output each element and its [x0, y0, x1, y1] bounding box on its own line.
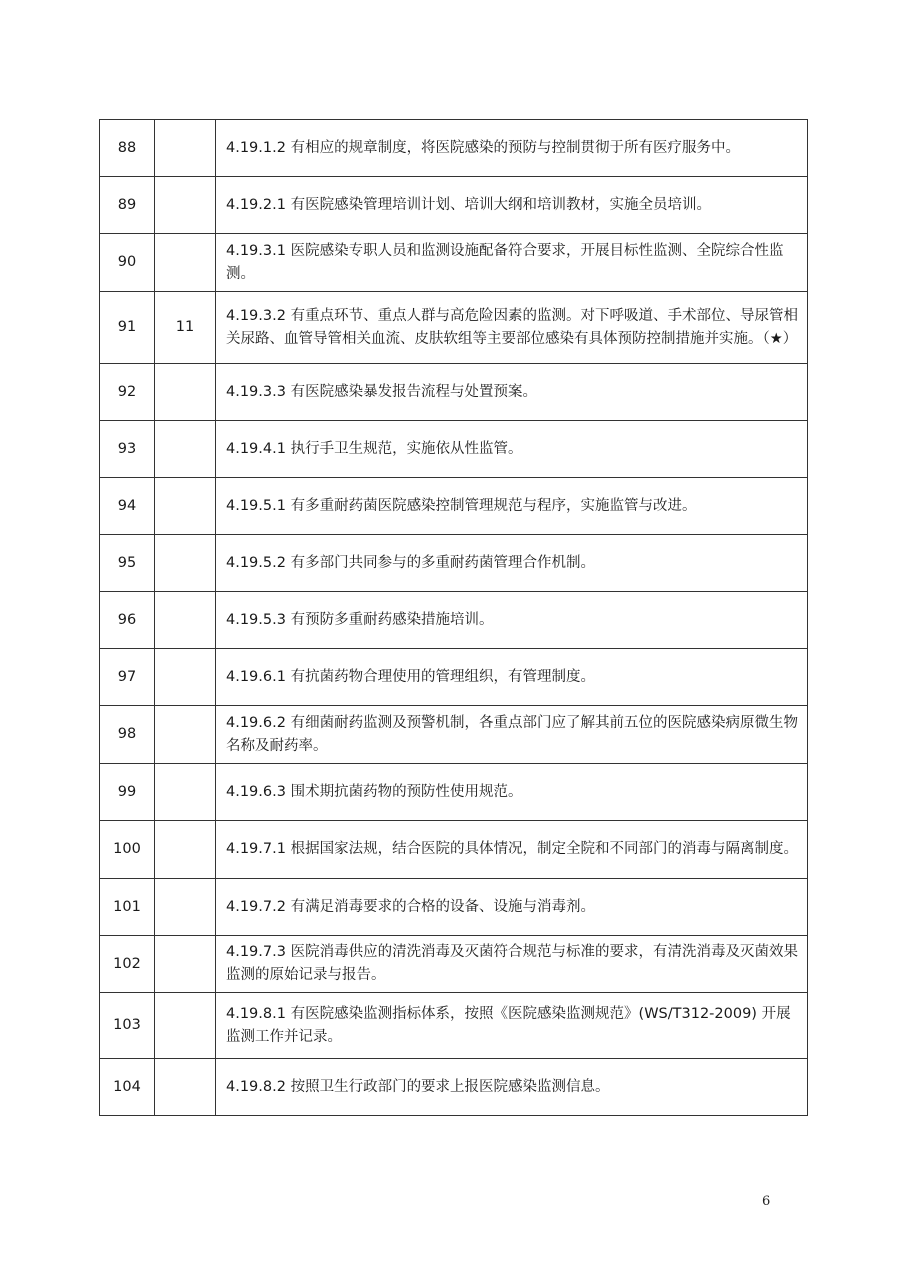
row-number: 103	[100, 993, 155, 1059]
table-row	[100, 821, 808, 879]
standard-text: 4.19.5.2 有多部门共同参与的多重耐药菌管理合作机制。	[216, 535, 808, 592]
standard-text: 4.19.7.3 医院消毒供应的清洗消毒及灭菌符合规范与标准的要求，有清洗消毒及灭菌效果监测的原始记录与报告。	[216, 936, 808, 993]
table-row	[100, 1059, 808, 1116]
row-number: 100	[100, 821, 155, 879]
group-cell	[155, 177, 216, 234]
group-cell	[155, 764, 216, 821]
group-cell	[155, 120, 216, 177]
row-number: 97	[100, 649, 155, 706]
table-row	[100, 706, 808, 764]
standards-table	[99, 119, 808, 1116]
row-number: 93	[100, 421, 155, 478]
standard-text: 4.19.6.3 围术期抗菌药物的预防性使用规范。	[216, 764, 808, 821]
group-cell	[155, 234, 216, 292]
group-cell	[155, 936, 216, 993]
row-number: 102	[100, 936, 155, 993]
table-row	[100, 764, 808, 821]
row-number: 88	[100, 120, 155, 177]
standards-table-body	[100, 120, 808, 1116]
row-number: 95	[100, 535, 155, 592]
standard-text: 4.19.2.1 有医院感染管理培训计划、培训大纲和培训教材，实施全员培训。	[216, 177, 808, 234]
group-cell	[155, 364, 216, 421]
standard-text: 4.19.5.3 有预防多重耐药感染措施培训。	[216, 592, 808, 649]
row-number: 91	[100, 292, 155, 364]
row-number: 94	[100, 478, 155, 535]
row-number: 96	[100, 592, 155, 649]
row-number: 90	[100, 234, 155, 292]
table-row	[100, 993, 808, 1059]
group-cell	[155, 1059, 216, 1116]
standard-text: 4.19.3.3 有医院感染暴发报告流程与处置预案。	[216, 364, 808, 421]
group-cell	[155, 535, 216, 592]
row-number: 104	[100, 1059, 155, 1116]
standard-text: 4.19.6.1 有抗菌药物合理使用的管理组织，有管理制度。	[216, 649, 808, 706]
group-cell	[155, 821, 216, 879]
row-number: 89	[100, 177, 155, 234]
standard-text: 4.19.7.1 根据国家法规，结合医院的具体情况，制定全院和不同部门的消毒与隔离制度。	[216, 821, 808, 879]
table-row	[100, 234, 808, 292]
table-row	[100, 879, 808, 936]
standard-text: 4.19.6.2 有细菌耐药监测及预警机制，各重点部门应了解其前五位的医院感染病原微生物名称及耐药率。	[216, 706, 808, 764]
table-row	[100, 292, 808, 364]
group-cell: 11	[155, 292, 216, 364]
table-row	[100, 936, 808, 993]
row-number: 92	[100, 364, 155, 421]
standard-text: 4.19.4.1 执行手卫生规范，实施依从性监管。	[216, 421, 808, 478]
standard-text: 4.19.8.2 按照卫生行政部门的要求上报医院感染监测信息。	[216, 1059, 808, 1116]
table-row	[100, 421, 808, 478]
table-row	[100, 649, 808, 706]
table-row	[100, 535, 808, 592]
group-cell	[155, 993, 216, 1059]
standard-text: 4.19.5.1 有多重耐药菌医院感染控制管理规范与程序，实施监管与改进。	[216, 478, 808, 535]
standard-text: 4.19.1.2 有相应的规章制度，将医院感染的预防与控制贯彻于所有医疗服务中。	[216, 120, 808, 177]
standard-text: 4.19.7.2 有满足消毒要求的合格的设备、设施与消毒剂。	[216, 879, 808, 936]
standard-text: 4.19.3.1 医院感染专职人员和监测设施配备符合要求，开展目标性监测、全院综合性监测。	[216, 234, 808, 292]
table-row	[100, 177, 808, 234]
row-number: 101	[100, 879, 155, 936]
standard-text: 4.19.8.1 有医院感染监测指标体系，按照《医院感染监测规范》(WS/T312-2009) 开展监测工作并记录。	[216, 993, 808, 1059]
table-row	[100, 592, 808, 649]
table-row	[100, 478, 808, 535]
table-row	[100, 364, 808, 421]
row-number: 98	[100, 706, 155, 764]
row-number: 99	[100, 764, 155, 821]
group-cell	[155, 592, 216, 649]
standard-text: 4.19.3.2 有重点环节、重点人群与高危险因素的监测。对下呼吸道、手术部位、导尿管相关尿路、血管导管相关血流、皮肤软组等主要部位感染有具体预防控制措施并实施。（★）	[216, 292, 808, 364]
group-cell	[155, 879, 216, 936]
page-number: 6	[762, 1194, 771, 1209]
group-cell	[155, 478, 216, 535]
group-cell	[155, 421, 216, 478]
group-cell	[155, 649, 216, 706]
group-cell	[155, 706, 216, 764]
table-row	[100, 120, 808, 177]
